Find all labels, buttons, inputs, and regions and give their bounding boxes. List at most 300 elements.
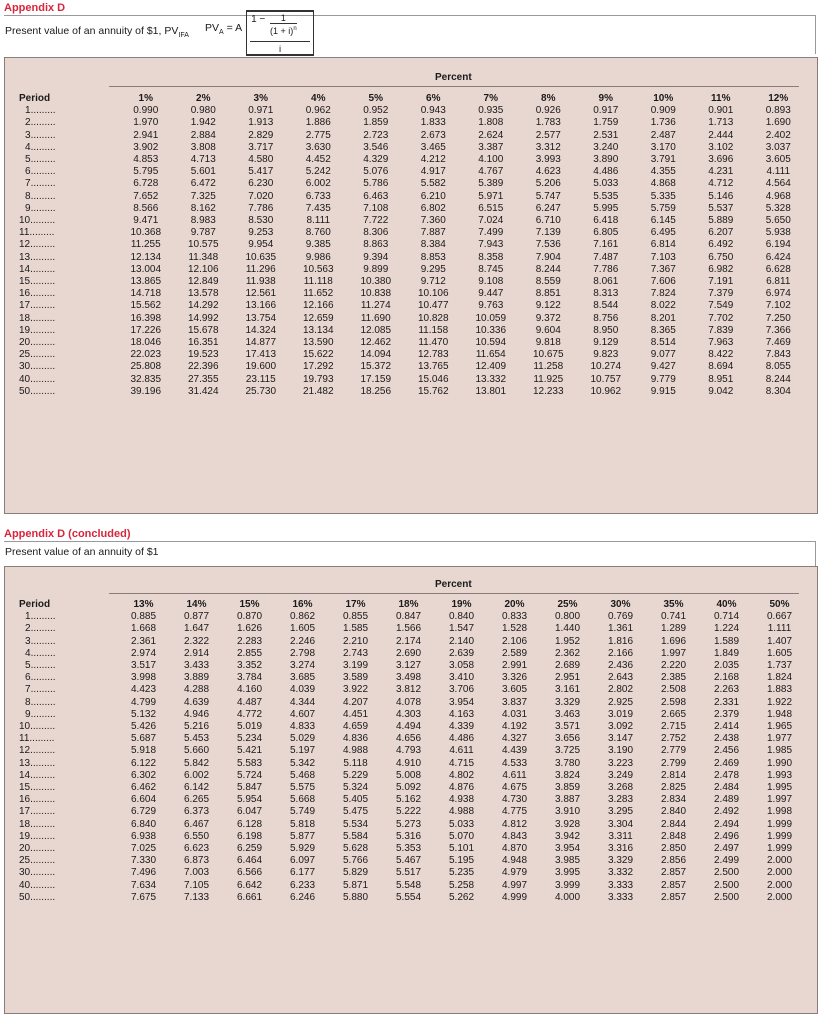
value-cell: 6.661 [236, 891, 263, 903]
period-cell: 25......... [19, 855, 56, 867]
period-cell: 20......... [19, 337, 56, 349]
value-cell: 4.452 [305, 154, 331, 166]
value-cell: 1.690 [765, 117, 791, 129]
value-cell: 4.000 [554, 891, 581, 903]
value-cell: 2.974 [130, 647, 157, 659]
value-cell: 7.330 [130, 855, 157, 867]
rate-header: 3% [253, 93, 268, 104]
value-cell: 10.477 [417, 300, 449, 312]
value-cell: 3.993 [535, 154, 561, 166]
value-cell: 3.240 [593, 141, 619, 153]
rate-header: 9% [598, 93, 613, 104]
value-cell: 2.598 [660, 696, 687, 708]
value-cell: 32.835 [130, 373, 162, 385]
value-cell: 7.652 [133, 190, 159, 202]
value-cell: 8.530 [248, 215, 274, 227]
value-cell: 5.258 [448, 879, 475, 891]
value-cell: 5.995 [593, 202, 619, 214]
table-row [19, 758, 806, 770]
value-cell: 4.039 [289, 684, 316, 696]
value-cell: 0.714 [713, 611, 740, 623]
appendix-subtitle-box [4, 541, 816, 566]
appendix-subtitle-box [4, 15, 816, 54]
value-cell: 4.868 [650, 178, 676, 190]
table-row [19, 648, 806, 660]
value-cell: 19.793 [302, 373, 334, 385]
value-cell: 10.563 [302, 263, 334, 275]
value-cell: 2.531 [593, 129, 619, 141]
value-cell: 1.998 [766, 806, 793, 818]
value-cell: 3.019 [607, 708, 634, 720]
rate-header: 1% [138, 93, 153, 104]
value-cell: 3.954 [448, 696, 475, 708]
value-cell: 3.837 [501, 696, 528, 708]
period-cell: 2......... [25, 117, 56, 129]
value-cell: 2.834 [660, 794, 687, 806]
value-cell: 1.547 [448, 623, 475, 635]
value-cell: 9.042 [708, 385, 734, 397]
value-cell: 3.902 [133, 141, 159, 153]
value-cell: 4.833 [289, 721, 316, 733]
value-cell: 1.407 [766, 635, 793, 647]
value-cell: 7.606 [650, 276, 676, 288]
value-cell: 19.600 [245, 361, 277, 373]
value-cell: 13.004 [130, 263, 162, 275]
value-cell: 2.884 [190, 129, 216, 141]
table-row [19, 264, 807, 276]
value-cell: 15.762 [417, 385, 449, 397]
value-cell: 15.046 [417, 373, 449, 385]
value-cell: 6.142 [183, 782, 210, 794]
value-cell: 7.496 [130, 867, 157, 879]
value-cell: 4.623 [535, 166, 561, 178]
value-cell: 3.326 [501, 672, 528, 684]
value-cell: 8.162 [190, 202, 216, 214]
value-cell: 2.000 [766, 855, 793, 867]
value-cell: 0.741 [660, 611, 687, 623]
rate-header: 11% [711, 93, 731, 104]
value-cell: 3.780 [554, 757, 581, 769]
value-cell: 8.111 [306, 215, 331, 227]
value-cell: 0.990 [133, 105, 159, 117]
value-cell: 1.995 [766, 782, 793, 794]
value-cell: 5.070 [448, 830, 475, 842]
value-cell: 8.244 [535, 263, 561, 275]
value-cell: 7.843 [765, 349, 791, 361]
value-cell: 6.302 [130, 769, 157, 781]
value-cell: 1.977 [766, 733, 793, 745]
value-cell: 2.168 [713, 672, 740, 684]
period-cell: 13......... [19, 757, 56, 769]
value-cell: 9.779 [650, 373, 676, 385]
period-cell: 50......... [19, 891, 56, 903]
value-cell: 5.766 [342, 855, 369, 867]
value-cell: 0.917 [593, 105, 619, 117]
value-cell: 3.706 [448, 684, 475, 696]
rate-header: 17% [345, 599, 366, 610]
rate-header: 35% [663, 599, 684, 610]
value-cell: 0.769 [607, 611, 634, 623]
value-cell: 3.190 [607, 745, 634, 757]
value-cell: 4.772 [236, 708, 263, 720]
value-cell: 0.901 [708, 105, 734, 117]
value-cell: 22.396 [187, 361, 219, 373]
value-cell: 4.611 [449, 745, 474, 757]
value-cell: 2.492 [713, 806, 740, 818]
value-cell: 1.696 [660, 635, 687, 647]
value-cell: 5.724 [236, 769, 263, 781]
value-cell: 5.328 [765, 202, 791, 214]
value-cell: 1.993 [766, 769, 793, 781]
value-cell: 5.877 [289, 830, 316, 842]
table-row [19, 130, 807, 142]
table-row [19, 203, 807, 215]
value-cell: 3.942 [554, 830, 581, 842]
table-header-row [19, 93, 807, 105]
value-cell: 3.685 [289, 672, 316, 684]
value-cell: 7.161 [593, 239, 619, 251]
value-cell: 5.229 [342, 769, 369, 781]
value-cell: 4.192 [501, 721, 528, 733]
value-cell: 7.367 [650, 263, 676, 275]
period-cell: 50......... [19, 385, 56, 397]
value-cell: 1.668 [130, 623, 157, 635]
value-cell: 7.133 [183, 891, 210, 903]
value-cell: 4.327 [501, 733, 528, 745]
value-cell: 0.877 [183, 611, 210, 623]
value-cell: 5.628 [342, 843, 369, 855]
value-cell: 5.417 [248, 166, 274, 178]
value-cell: 9.077 [650, 349, 676, 361]
value-cell: 5.324 [342, 782, 369, 794]
value-cell: 5.468 [289, 769, 316, 781]
value-cell: 3.223 [607, 757, 634, 769]
value-cell: 6.177 [289, 867, 316, 879]
value-cell: 4.802 [448, 769, 475, 781]
value-cell: 5.535 [593, 190, 619, 202]
value-cell: 0.870 [236, 611, 263, 623]
value-cell: 1.808 [478, 117, 504, 129]
value-cell: 3.890 [593, 154, 619, 166]
period-cell: 30......... [19, 361, 56, 373]
value-cell: 2.497 [713, 843, 740, 855]
value-cell: 2.589 [501, 647, 528, 659]
value-cell: 6.462 [130, 782, 157, 794]
value-cell: 3.092 [607, 721, 634, 733]
value-cell: 6.802 [420, 202, 446, 214]
value-cell: 1.585 [342, 623, 369, 635]
value-cell: 2.802 [607, 684, 634, 696]
table-row [19, 672, 806, 684]
value-cell: 7.024 [478, 215, 504, 227]
period-cell: 3......... [25, 129, 56, 141]
value-cell: 2.673 [420, 129, 446, 141]
value-cell: 15.678 [187, 324, 219, 336]
value-cell: 5.749 [289, 806, 316, 818]
value-cell: 2.848 [660, 830, 687, 842]
value-cell: 0.833 [501, 611, 528, 623]
value-cell: 0.980 [190, 105, 216, 117]
value-cell: 5.759 [650, 202, 676, 214]
value-cell: 8.422 [708, 349, 734, 361]
value-cell: 11.258 [533, 361, 564, 373]
value-cell: 3.127 [395, 660, 422, 672]
value-cell: 6.194 [765, 239, 791, 251]
value-cell: 5.353 [395, 843, 422, 855]
value-cell: 8.863 [363, 239, 389, 251]
period-cell: 12......... [19, 745, 56, 757]
value-cell: 6.198 [236, 830, 263, 842]
value-cell: 5.584 [342, 830, 369, 842]
value-cell: 4.100 [478, 154, 504, 166]
value-cell: 5.118 [343, 757, 368, 769]
period-cell: 4......... [25, 647, 56, 659]
value-cell: 12.233 [532, 385, 564, 397]
value-cell: 5.668 [289, 794, 316, 806]
value-cell: 18.046 [130, 337, 162, 349]
value-cell: 8.566 [133, 202, 159, 214]
value-cell: 5.316 [395, 830, 422, 842]
value-cell: 18.256 [360, 385, 392, 397]
value-cell: 4.712 [708, 178, 734, 190]
value-cell: 11.654 [475, 349, 506, 361]
value-cell: 5.273 [395, 818, 422, 830]
value-cell: 2.489 [713, 794, 740, 806]
value-cell: 4.344 [289, 696, 316, 708]
value-cell: 7.020 [248, 190, 274, 202]
value-cell: 3.333 [607, 879, 634, 891]
value-cell: 3.102 [708, 141, 734, 153]
period-header: Period [19, 93, 51, 104]
value-cell: 4.212 [420, 154, 446, 166]
value-cell: 1.849 [713, 647, 740, 659]
value-cell: 3.808 [190, 141, 216, 153]
value-cell: 0.667 [766, 611, 793, 623]
value-cell: 4.303 [395, 708, 422, 720]
value-cell: 7.722 [363, 215, 389, 227]
value-cell: 3.312 [535, 141, 561, 153]
value-cell: 5.786 [363, 178, 389, 190]
value-cell: 15.622 [302, 349, 334, 361]
value-cell: 1.824 [766, 672, 793, 684]
value-cell: 4.715 [448, 757, 475, 769]
value-cell: 8.514 [650, 337, 676, 349]
table-row [19, 386, 807, 398]
appendix-title: Appendix D [4, 2, 66, 14]
value-cell: 9.986 [305, 251, 331, 263]
value-cell: 5.583 [236, 757, 263, 769]
value-cell: 8.244 [765, 373, 791, 385]
value-cell: 13.801 [475, 385, 507, 397]
value-cell: 4.486 [448, 733, 475, 745]
value-cell: 8.950 [593, 324, 619, 336]
value-cell: 6.515 [478, 202, 504, 214]
table-row [19, 721, 806, 733]
value-cell: 4.355 [650, 166, 676, 178]
value-cell: 3.249 [607, 769, 634, 781]
value-cell: 4.486 [593, 166, 619, 178]
table-row [19, 611, 806, 623]
value-cell: 15.372 [360, 361, 392, 373]
table-header-row [19, 599, 806, 611]
value-cell: 9.129 [593, 337, 619, 349]
table-row [19, 709, 806, 721]
value-cell: 2.840 [660, 806, 687, 818]
value-cell: 6.974 [765, 288, 791, 300]
table-row [19, 697, 806, 709]
value-cell: 9.447 [478, 288, 504, 300]
period-cell: 20......... [19, 843, 56, 855]
value-cell: 0.800 [554, 611, 581, 623]
value-cell: 31.424 [187, 385, 219, 397]
value-cell: 6.047 [236, 806, 263, 818]
period-cell: 9......... [25, 708, 56, 720]
value-cell: 5.747 [535, 190, 561, 202]
value-cell: 5.206 [535, 178, 561, 190]
value-cell: 11.470 [418, 337, 449, 349]
value-cell: 8.853 [420, 251, 446, 263]
value-cell: 2.499 [713, 855, 740, 867]
value-cell: 16.351 [187, 337, 219, 349]
value-cell: 2.500 [713, 867, 740, 879]
value-cell: 11.925 [533, 373, 564, 385]
value-cell: 13.332 [475, 373, 507, 385]
table-row [19, 880, 806, 892]
value-cell: 6.729 [130, 806, 157, 818]
value-cell: 11.255 [130, 239, 161, 251]
value-cell: 4.836 [342, 733, 369, 745]
table-row [19, 794, 806, 806]
value-cell: 2.000 [766, 867, 793, 879]
value-cell: 6.122 [130, 757, 157, 769]
value-cell: 8.951 [708, 373, 734, 385]
value-cell: 6.840 [130, 818, 157, 830]
value-cell: 1.440 [554, 623, 581, 635]
value-cell: 8.306 [363, 227, 389, 239]
rate-header: 6% [426, 93, 441, 104]
value-cell: 1.997 [766, 794, 793, 806]
value-cell: 3.571 [554, 721, 581, 733]
value-cell: 5.971 [478, 190, 504, 202]
value-cell: 3.889 [183, 672, 210, 684]
value-cell: 5.389 [478, 178, 504, 190]
value-cell: 5.335 [650, 190, 676, 202]
value-cell: 4.870 [501, 843, 528, 855]
value-cell: 3.928 [554, 818, 581, 830]
value-cell: 3.037 [765, 141, 791, 153]
value-cell: 6.750 [708, 251, 734, 263]
value-cell: 12.409 [475, 361, 507, 373]
value-cell: 4.988 [342, 745, 369, 757]
table-row [19, 806, 806, 818]
value-cell: 0.847 [395, 611, 422, 623]
value-cell: 3.268 [607, 782, 634, 794]
value-cell: 2.379 [713, 708, 740, 720]
value-cell: 3.352 [236, 660, 263, 672]
annuity-table-panel-2 [4, 566, 818, 1014]
value-cell: 0.952 [363, 105, 389, 117]
value-cell: 7.003 [183, 867, 210, 879]
rate-header: 18% [398, 599, 419, 610]
value-cell: 2.414 [713, 721, 740, 733]
value-cell: 3.465 [420, 141, 446, 153]
value-cell: 1.999 [766, 843, 793, 855]
value-cell: 10.635 [245, 251, 277, 263]
value-cell: 10.675 [532, 349, 564, 361]
value-cell: 5.242 [305, 166, 331, 178]
value-cell: 5.475 [342, 806, 369, 818]
annuity-table-2 [19, 599, 806, 904]
value-cell: 2.643 [607, 672, 634, 684]
table-row [19, 855, 806, 867]
value-cell: 5.687 [130, 733, 157, 745]
value-cell: 3.605 [501, 684, 528, 696]
table-row [19, 819, 806, 831]
value-cell: 3.784 [236, 672, 263, 684]
value-cell: 2.814 [660, 769, 687, 781]
value-cell: 1.783 [535, 117, 561, 129]
period-cell: 14......... [19, 769, 56, 781]
value-cell: 2.508 [660, 684, 687, 696]
value-cell: 4.775 [501, 806, 528, 818]
value-cell: 1.589 [713, 635, 740, 647]
value-cell: 3.812 [395, 684, 422, 696]
value-cell: 9.372 [535, 312, 561, 324]
period-cell: 16......... [19, 794, 56, 806]
value-cell: 2.402 [765, 129, 791, 141]
value-cell: 7.786 [593, 263, 619, 275]
period-cell: 1......... [25, 611, 56, 623]
value-cell: 0.909 [650, 105, 676, 117]
table-row [19, 300, 807, 312]
value-cell: 4.163 [448, 708, 475, 720]
table-row [19, 288, 807, 300]
appendix-subtitle: Present value of an annuity of $1 [5, 546, 159, 558]
value-cell: 5.076 [363, 166, 389, 178]
value-cell: 7.102 [765, 300, 791, 312]
value-cell: 11.652 [303, 288, 334, 300]
value-cell: 5.405 [342, 794, 369, 806]
value-cell: 5.262 [448, 891, 475, 903]
value-cell: 9.471 [133, 215, 159, 227]
value-cell: 8.559 [535, 276, 561, 288]
value-cell: 5.029 [289, 733, 316, 745]
value-cell: 10.838 [360, 288, 392, 300]
value-cell: 6.002 [183, 769, 210, 781]
value-cell: 7.435 [305, 202, 331, 214]
appendix-subtitle: Present value of an annuity of $1, $PV_{IFA}$ [5, 25, 189, 40]
value-cell: 1.111 [767, 623, 792, 635]
value-cell: 2.690 [395, 647, 422, 659]
value-cell: 3.295 [607, 806, 634, 818]
value-cell: 2.385 [660, 672, 687, 684]
value-cell: 6.259 [236, 843, 263, 855]
value-cell: 2.639 [448, 647, 475, 659]
annuity-formula [205, 10, 314, 56]
value-cell: 5.650 [765, 215, 791, 227]
value-cell: 1.859 [363, 117, 389, 129]
value-cell: 3.463 [554, 708, 581, 720]
value-cell: 22.023 [130, 349, 162, 361]
table-row [19, 191, 807, 203]
value-cell: 3.170 [650, 141, 676, 153]
value-cell: 25.808 [130, 361, 162, 373]
value-cell: 9.122 [535, 300, 561, 312]
value-cell: 0.926 [535, 105, 561, 117]
value-cell: 3.791 [650, 154, 676, 166]
rate-header: 15% [239, 599, 260, 610]
table-row [19, 105, 807, 117]
